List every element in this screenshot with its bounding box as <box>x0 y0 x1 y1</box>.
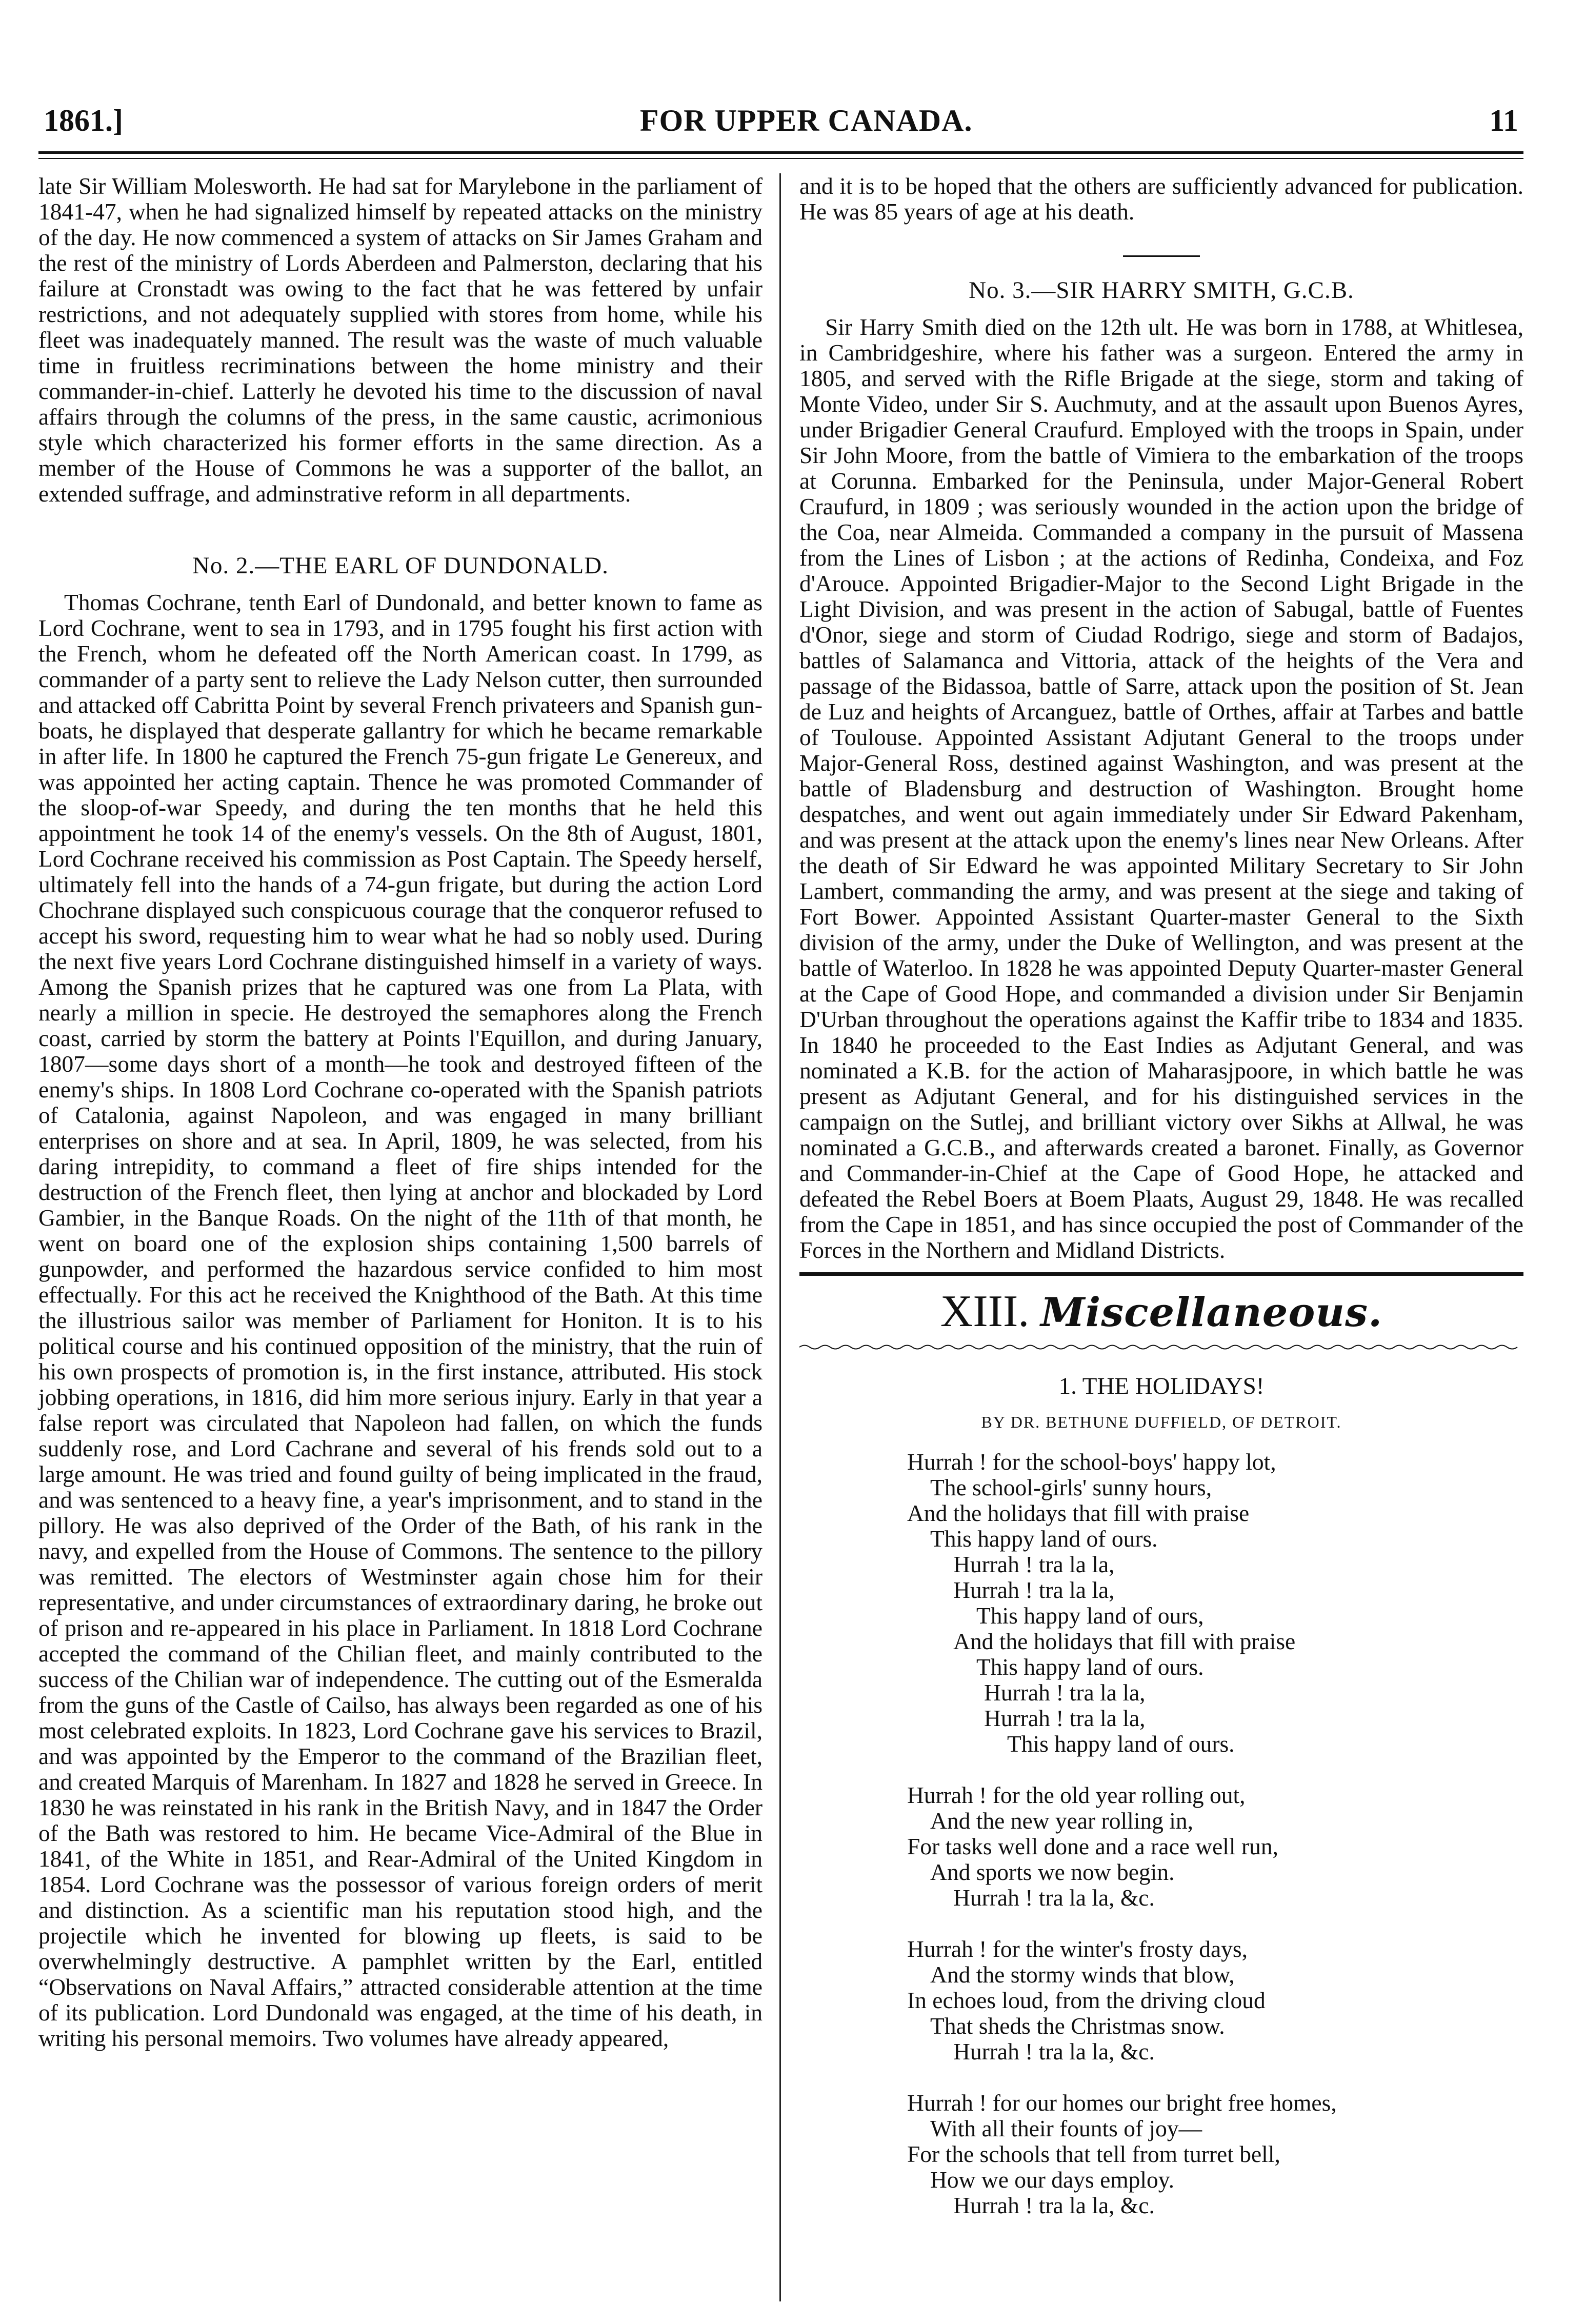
article-separator <box>1123 255 1200 257</box>
poem-line: That sheds the Christmas snow. <box>930 2013 1225 2039</box>
wavy-rule <box>799 1344 1523 1351</box>
section-heading <box>799 1289 1523 1334</box>
dundonald-obituary: Thomas Cochrane, tenth Earl of Dundonald, and better known to fame as Lord Cochrane, went to sea in 1793, and in 1795 fought his first action with the French, whom he defeated off the North American coast. In 1799, as commander of a party sent to relieve the Lady Nelson cutter, then surrounded and attacked off Cabritta Point by several French privateers and Spanish gun-boats, he displayed that desperate gallantry for which he became remarkable in after life. In 1800 he captured the French 75-gun frigate Le Genereux, and was appointed her acting captain. Thence he was promoted Commander of the sloop-of-war Speedy, and during the ten months that he held this appointment he took 14 of the enemy's vessels. On the 8th of August, 1801, Lord Cochrane received his commission as Post Captain. The Speedy herself, ultimately fell into the hands of a 74-gun frigate, but during the action Lord Chochrane displayed such conspicuous courage that the conqueror refused to accept his sword, requesting him to wear what he had so nobly used. During the next five years Lord Cochrane distinguished himself in a variety of ways. Among the Spanish prizes that he captured was one from La Plata, with nearly a million in specie. He destroyed the semaphores along the French coast, carried by storm the battery at Points l'Equillon, and during January, 1807—some days short of a month—he took and destroyed fifteen of the enemy's ships. In 1808 Lord Cochrane co-operated with the Spanish patriots of Catalonia, against Napoleon, and was engaged in many brilliant enterprises on shore and at sea. In April, 1809, he was selected, from his daring intrepidity, to command a fleet of fire ships intended for the destruction of the French fleet, then lying at anchor and blockaded by Lord Gambier, in the Banque Roads. On the night of the 11th of that month, he went on board one of the explosion ships containing 1,500 barrels of gunpowder, and performed the hazardous service confided to him most effectually. For this act he received the Knighthood of the Bath. At this time the illustrious sailor was member of Parliament for Honiton. It is to his political course and his continued opposition of the ministry, that the ruin of his own prospects of promotion is, in the first instance, attributed. His stock jobbing operations, in 1816, did him more serious injury. Early in that year a false report was circulated that Napoleon had fallen, on which the funds suddenly rose, and Lord Cachrane and several of his frends sold out to a large amount. He was tried and found guilty of being implicated in the fraud, and was sentenced to a heavy fine, a year's imprisonment, and to stand in the pillory. He was also deprived of the Order of the Bath, of his rank in the navy, and expelled from the House of Commons. The sentence to the pillory was remitted. The electors of Westminster again chose him for their representative, and under circumstances of extraordinary daring, he broke out of prison and re-appeared in his place in Parliament. In 1818 Lord Cochrane accepted the command of the Chilian fleet, and mainly contributed to the success of the Chilian war of independence. The cutting out of the Esmeralda from the guns of the Castle of Cailso, has always been regarded as one of his most celebrated exploits. In 1823, Lord Cochrane gave his services to Brazil, and was appointed by the Emperor to the command of the Brazilian fleet, and created Marquis of Marenham. In 1827 and 1828 he served in Greece. In 1830 he was reinstated in his rank in the British Navy, and in 1847 the Order of the Bath was restored to him. He became Vice-Admiral of the Blue in 1841, of the White in 1851, and Rear-Admiral of the United Kingdom in 1854. Lord Cochrane was the possessor of various foreign orders of merit and distinction. As a scientific man his reputation stood high, and the projectile which he invented for blowing up fleets, is said to be overwhelmingly destructive. A pamphlet written by the Earl, entitled “Observations on Naval Affairs,” attracted considerable attention at the time of its publication. Lord Dundonald was engaged, at the time of his death, in writing his personal memoirs. Two volumes have already appeared, <box>38 589 763 2051</box>
poem-line: And the holidays that fill with praise <box>907 1500 1250 1526</box>
poem-line: The school-girls' sunny hours, <box>930 1474 1212 1500</box>
poem-line: Hurrah ! tra la la, <box>953 1551 1115 1577</box>
poem-line: How we our days employ. <box>930 2167 1174 2193</box>
poem-line: And the stormy winds that blow, <box>930 1961 1235 1988</box>
header-year: 1861.] <box>44 104 123 137</box>
section-number: XIII. <box>940 1287 1030 1336</box>
stanza-2 <box>907 1782 1523 1911</box>
left-column <box>38 173 763 2244</box>
poem-line: Hurrah ! tra la la, <box>984 1705 1146 1731</box>
poem-line: Hurrah ! for the winter's frosty days, <box>907 1936 1248 1962</box>
poem-line: And the holidays that fill with praise <box>953 1628 1296 1654</box>
header-rule <box>38 151 1523 159</box>
header-title: FOR UPPER CANADA. <box>639 104 973 137</box>
poem-line: Hurrah ! tra la la, <box>953 1577 1115 1603</box>
section-name: Miscellaneous. <box>1040 1289 1383 1336</box>
running-header <box>38 105 1523 151</box>
poem-line: And sports we now begin. <box>930 1859 1175 1885</box>
poem-line: This happy land of ours, <box>976 1602 1204 1629</box>
dundonald-obituary-continued: and it is to be hoped that the others are sufficiently advanced for publication. He was 85 years of age at his death. <box>799 173 1523 225</box>
header-page-number: 11 <box>1489 104 1518 137</box>
poem-line: This happy land of ours. <box>930 1526 1158 1552</box>
stanza-4 <box>907 2090 1523 2218</box>
poem-line: And the new year rolling in, <box>930 1808 1194 1834</box>
poem-line: Hurrah ! tra la la, &c. <box>953 2038 1155 2065</box>
dundonald-heading: No. 2.—THE EARL OF DUNDONALD. <box>192 552 609 579</box>
poem-line: This happy land of ours. <box>976 1654 1204 1680</box>
column-divider <box>779 173 781 2301</box>
stanza-1 <box>907 1449 1523 1757</box>
poem-line: This happy land of ours. <box>1007 1731 1235 1757</box>
harry-smith-obituary: Sir Harry Smith died on the 12th ult. He was born in 1788, at Whitlesea, in Cambridgeshire, where his father was a surgeon. Entered the army in 1805, and served with the Rifle Brigade at the siege, storm and taking of Monte Video, under Sir S. Auchmuty, and at the assault upon Buenos Ayres, under Brigadier General Craufurd. Employed with the troops in Spain, under Sir John Moore, from the battle of Vimiera to the embarkation of the troops at Corunna. Embarked for the Peninsula, under Major-General Robert Craufurd, in 1809 ; was seriously wounded in the action upon the bridge of the Coa, near Almeida. Commanded a company in the pursuit of Massena from the Lines of Lisbon ; at the actions of Redinha, Condeixa, and Foz d'Arouce. Appointed Brigadier-Major to the Second Light Brigade in the Light Division, and was present in the action of Sabugal, battle of Fuentes d'Onor, siege and storm of Ciudad Rodrigo, siege and storm of Badajos, battles of Salamanca and Vittoria, attack of the heights of the Vera and passage of the Bidassoa, battle of Sarre, attack upon the position of St. Jean de Luz and heights of Arcanguez, battle of Orthes, affair at Tarbes and battle of Toulouse. Appointed Assistant Adjutant General to the troops under Major-General Ross, destined against Washington, and was present at the battle of Bladensburg and destruction of Washington. Brought home despatches, and went out again immediately under Sir Edward Pakenham, and was present at the attack upon the enemy's lines near New Orleans. After the death of Sir Edward he was appointed Military Secretary to Sir John Lambert, commanding the army, and was present at the siege and taking of Fort Bower. Appointed Assistant Quarter-master General to the Sixth division of the army, under the Duke of Wellington, and was present at the battle of Waterloo. In 1828 he was appointed Deputy Quarter-master General at the Cape of Good Hope, and commanded a division under Sir Benjamin D'Urban throughout the operations against the Kaffir tribe to 1834 and 1835. In 1840 he proceeded to the East Indies as Adjutant General, and was nominated a K.B. for the action of Maharasjpoore, in which battle he was present as Adjutant General, and for his distinguished services in the campaign on the Sutlej, and brilliant victory over Sikhs at Allwal, he was nominated a G.C.B., and afterwards created a baronet. Finally, as Governor and Commander-in-Chief at the Cape of Good Hope, he attacked and defeated the Rebel Boers at Boem Plaats, August 29, 1848. He was recalled from the Cape in 1851, and has since occupied the post of Commander of the Forces in the Northern and Midland Districts. <box>799 314 1523 1263</box>
poem-line: Hurrah ! for our homes our bright free homes, <box>907 2090 1337 2116</box>
poem-byline: BY DR. BETHUNE DUFFIELD, OF DETROIT. <box>981 1413 1342 1431</box>
harry-smith-heading: No. 3.—SIR HARRY SMITH, G.C.B. <box>969 277 1354 304</box>
stanza-3 <box>907 1936 1523 2065</box>
section-rule <box>799 1272 1523 1276</box>
poem-line: For tasks well done and a race well run, <box>907 1833 1278 1859</box>
poem-line: With all their founts of joy— <box>930 2115 1202 2141</box>
poem-line: For the schools that tell from turret bell, <box>907 2141 1280 2167</box>
poem-line: In echoes loud, from the driving cloud <box>907 1987 1266 2013</box>
poem-line: Hurrah ! for the school-boys' happy lot, <box>907 1449 1276 1475</box>
molesworth-obituary-end: late Sir William Molesworth. He had sat for Marylebone in the parliament of 1841-47, when he had signalized himself by repeated attacks on the ministry of the day. He now commenced a system of attacks on Sir James Graham and the rest of the ministry of Lords Aberdeen and Palmerston, declaring that his failure at Cronstadt was owing to the fact that he was fettered by unfair restrictions, and not adequately supplied with stores from home, while his fleet was inadequately manned. The result was the waste of much valuable time in fruitless recriminations between the home ministry and their commander-in-chief. Latterly he devoted his time to the discussion of naval affairs through the columns of the press, in the same caustic, acrimonious style which characterized his former efforts in the same direction. As a member of the House of Commons he was a supporter of the ballot, an extended suffrage, and adminstrative reform in all departments. <box>38 173 763 507</box>
right-column <box>799 173 1523 2244</box>
poem-line: Hurrah ! tra la la, <box>984 1679 1146 1706</box>
two-column-body <box>38 173 1523 2244</box>
poem-line: Hurrah ! tra la la, &c. <box>953 2192 1155 2218</box>
poem-line: Hurrah ! tra la la, &c. <box>953 1885 1155 1911</box>
poem <box>907 1449 1523 2218</box>
poem-title: 1. THE HOLIDAYS! <box>1058 1373 1265 1399</box>
poem-line: Hurrah ! for the old year rolling out, <box>907 1782 1246 1808</box>
